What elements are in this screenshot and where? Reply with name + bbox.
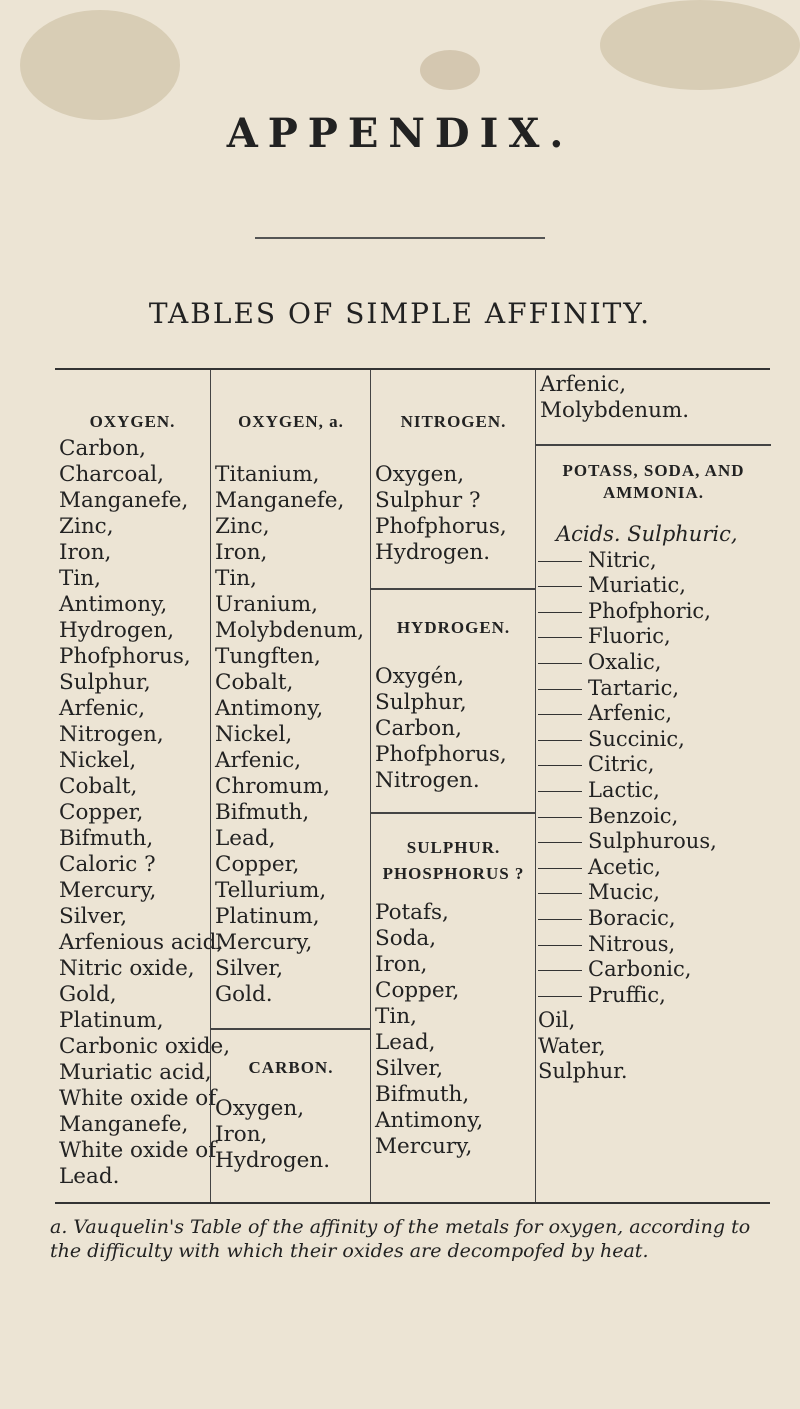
- list-item: [536, 398, 771, 424]
- column-heading: OXYGEN, a.: [238, 412, 344, 431]
- list-item: [536, 599, 771, 625]
- list-item: [55, 774, 210, 800]
- list-item: [55, 722, 210, 748]
- column-oxygen-a: [210, 370, 371, 1202]
- list-item-text: Bifmuth,: [59, 826, 154, 851]
- list-item-text: Oxalic,: [588, 649, 662, 674]
- list-item-text: Iron,: [215, 540, 268, 565]
- list-item: [211, 1096, 371, 1122]
- list-item-text: Nitric oxide,: [59, 956, 195, 981]
- affinity-table: [55, 368, 770, 1204]
- list-item: [55, 1086, 217, 1112]
- list-item-text: Nitrogen,: [59, 722, 164, 747]
- list-item: [211, 956, 371, 982]
- list-item: [55, 1060, 210, 1086]
- list-item-text: Arfenic,: [588, 701, 673, 726]
- list-item-text: Fluoric,: [588, 624, 671, 649]
- list-item: [55, 1112, 210, 1138]
- list-item-text: Sulphurous,: [588, 829, 717, 854]
- list-item-text: Benzoic,: [588, 803, 679, 828]
- list-item-text: Carbonic oxide,: [59, 1034, 231, 1059]
- list-item-text: Platinum,: [59, 1008, 164, 1033]
- list-item-text: Nickel,: [59, 748, 137, 773]
- list-item: [536, 727, 771, 753]
- list-item: [55, 462, 210, 488]
- list-item: [55, 904, 210, 930]
- list-item-text: Citric,: [588, 752, 655, 777]
- list-item-text: Soda,: [375, 926, 437, 951]
- list-item-text: Sulphur.: [538, 1059, 628, 1084]
- list-item: [211, 462, 371, 488]
- dash-rule: [538, 817, 582, 818]
- list-item-text: Charcoal,: [59, 462, 164, 487]
- list-item: [371, 926, 536, 952]
- list-item-text: Antimony,: [375, 1108, 484, 1133]
- list-item-text: Chromum,: [215, 774, 330, 799]
- list-item: [55, 436, 210, 462]
- list-item: [55, 748, 210, 774]
- list-item-text: Arfenious acid,: [59, 930, 224, 955]
- list-item: [55, 566, 210, 592]
- footnote: a. Vauquelin's Table of the affinity of the metals for oxygen, according to the difficulty with which their oxides are decompofed by heat.: [50, 1216, 751, 1262]
- list-item-text: Lead,: [375, 1030, 436, 1055]
- list-item: [211, 800, 371, 826]
- list-item-text: Tellurium,: [215, 878, 327, 903]
- list-item-text: Carbon,: [59, 436, 146, 461]
- list-item-text: Caloric ?: [59, 852, 156, 877]
- list-item: [55, 514, 210, 540]
- column-alkalis: [535, 370, 771, 1202]
- list-item: [371, 1030, 536, 1056]
- list-item-text: Manganefe,: [59, 488, 189, 513]
- list-item-text: Platinum,: [215, 904, 320, 929]
- list-item-text: Gold,: [59, 982, 117, 1007]
- list-item: [55, 644, 210, 670]
- list: [371, 462, 536, 566]
- list-item: [211, 618, 371, 644]
- list-item: [55, 488, 210, 514]
- list-item: [211, 488, 371, 514]
- column-heading: SULPHUR.: [406, 838, 501, 857]
- list-item-text: Nickel,: [215, 722, 293, 747]
- column-oxygen: [55, 370, 231, 1202]
- table-title: TABLES OF SIMPLE AFFINITY.: [148, 297, 652, 330]
- paper-stain: [600, 0, 800, 90]
- list-item-text: Iron,: [375, 952, 428, 977]
- paper-stain: [420, 50, 480, 90]
- list-item-text: Arfenic,: [540, 372, 627, 397]
- list-item: [371, 978, 536, 1004]
- list: [211, 1096, 371, 1174]
- list-item: [371, 664, 536, 690]
- list: [536, 548, 771, 1009]
- dash-rule: [538, 561, 582, 562]
- list-item: [55, 1034, 231, 1060]
- list-item: [371, 1056, 536, 1082]
- list-item-text: Phofphorus,: [375, 514, 507, 539]
- list-item-text: Nitrous,: [588, 931, 676, 956]
- list-item: [536, 1034, 771, 1060]
- list-item: [211, 670, 371, 696]
- list-item: [536, 829, 771, 855]
- list-item: [371, 768, 536, 794]
- list-item-text: Carbonic,: [588, 957, 692, 982]
- divider: [536, 444, 771, 446]
- list-item-text: Mercury,: [59, 878, 157, 903]
- list-item-text: Iron,: [215, 1122, 268, 1147]
- list-item: [55, 982, 210, 1008]
- list-item-text: Manganefe,: [59, 1112, 189, 1137]
- list-item: [536, 548, 771, 574]
- list-item: [371, 900, 536, 926]
- list-item: [55, 670, 210, 696]
- list-item-text: Oil,: [538, 1008, 576, 1033]
- list-item: [211, 774, 371, 800]
- list-item: [371, 952, 536, 978]
- list-item: [536, 1008, 771, 1034]
- list-item-text: Molybdenum,: [215, 618, 365, 643]
- list-item: [371, 462, 536, 488]
- dash-rule: [538, 996, 582, 997]
- divider: [255, 237, 545, 239]
- list: [55, 436, 231, 1190]
- list-item-text: Phofphorus,: [375, 742, 507, 767]
- list-item: [371, 488, 536, 514]
- list-item: [536, 701, 771, 727]
- list-item: [55, 826, 210, 852]
- list-item: [371, 1004, 536, 1030]
- list-item-text: Tin,: [375, 1004, 417, 1029]
- divider: [211, 1028, 371, 1030]
- list-item: [536, 778, 771, 804]
- list-item: [55, 800, 210, 826]
- list-item: [536, 855, 771, 881]
- list-item-text: Gold.: [215, 982, 273, 1007]
- list-item-text: Antimony,: [59, 592, 168, 617]
- list-item-text: Lead,: [215, 826, 276, 851]
- list-item-text: Hydrogen.: [215, 1148, 331, 1173]
- dash-rule: [538, 689, 582, 690]
- list-item-text: Copper,: [375, 978, 460, 1003]
- column-heading: CARBON.: [248, 1058, 334, 1077]
- list-item: [371, 716, 536, 742]
- list-item-text: Tin,: [215, 566, 257, 591]
- list-item: [211, 696, 371, 722]
- list-item: [55, 1008, 210, 1034]
- list-item: [536, 624, 771, 650]
- list-item-text: Hydrogen,: [59, 618, 175, 643]
- list-item: [211, 722, 371, 748]
- list-item-text: Silver,: [215, 956, 284, 981]
- list-item: [211, 540, 371, 566]
- list-item: [211, 852, 371, 878]
- dash-rule: [538, 765, 582, 766]
- list-item: [55, 696, 210, 722]
- list-item-text: Copper,: [215, 852, 300, 877]
- list-item-text: Phofphorus,: [59, 644, 191, 669]
- list-item: [536, 752, 771, 778]
- list-item-text: Titanium,: [215, 462, 320, 487]
- list-item-text: Mucic,: [588, 880, 660, 905]
- list-item: [211, 930, 371, 956]
- list-item-text: Pruffic,: [588, 982, 666, 1007]
- list-item: [371, 1108, 536, 1134]
- list-item-text: Mercury,: [375, 1134, 473, 1159]
- list-item-text: Boracic,: [588, 905, 676, 930]
- list-item-text: Zinc,: [215, 514, 270, 539]
- list-item: [371, 1082, 536, 1108]
- list-item: [55, 930, 224, 956]
- column-heading: NITROGEN.: [400, 412, 507, 431]
- list-item-text: Lactic,: [588, 777, 660, 802]
- column-heading: OXYGEN.: [89, 412, 176, 431]
- list-item: [55, 1164, 210, 1190]
- list-item-text: Arfenic,: [215, 748, 302, 773]
- list: [211, 462, 371, 1008]
- list-item: [536, 906, 771, 932]
- list-item: [371, 540, 536, 566]
- list-item: [55, 956, 210, 982]
- list-item-text: Manganefe,: [215, 488, 345, 513]
- list-item-text: Tin,: [59, 566, 101, 591]
- list-item: [55, 852, 210, 878]
- list-item: [211, 566, 371, 592]
- list-item: [536, 957, 771, 983]
- list-item-text: Tungften,: [215, 644, 321, 669]
- list-item-text: Water,: [538, 1033, 606, 1058]
- dash-rule: [538, 714, 582, 715]
- list-item-text: White oxide of: [59, 1138, 217, 1163]
- list-item: [211, 644, 371, 670]
- list-item: [211, 826, 371, 852]
- list-item: [536, 372, 771, 398]
- list-item-text: Cobalt,: [59, 774, 138, 799]
- dash-rule: [538, 586, 582, 587]
- list-item: [55, 618, 210, 644]
- list-item-text: Phofphoric,: [588, 598, 711, 623]
- list-item-text: Lead.: [59, 1164, 120, 1189]
- list-item-text: Oxygen,: [375, 462, 465, 487]
- list-item: [371, 1134, 536, 1160]
- list-item-text: Oxygén,: [375, 664, 465, 689]
- list-item-text: Antimony,: [215, 696, 324, 721]
- list-item-text: Carbon,: [375, 716, 462, 741]
- list-item-text: Mercury,: [215, 930, 313, 955]
- list-item: [211, 982, 371, 1008]
- list-item-text: Bifmuth,: [215, 800, 310, 825]
- list-item-text: Sulphur,: [59, 670, 151, 695]
- list-item: [536, 880, 771, 906]
- list-item: [211, 878, 371, 904]
- column-heading: PHOSPHORUS ?: [382, 864, 525, 883]
- list: [371, 900, 536, 1160]
- list-item: [536, 804, 771, 830]
- list-item: [371, 742, 536, 768]
- list-item-text: Iron,: [59, 540, 112, 565]
- list: [536, 1008, 771, 1085]
- column-nitrogen: [370, 370, 536, 1202]
- list-item: [211, 904, 371, 930]
- list-item: [371, 690, 536, 716]
- dash-rule: [538, 945, 582, 946]
- list-item: [536, 1059, 771, 1085]
- column-heading: HYDROGEN.: [396, 618, 511, 637]
- list-item: [211, 592, 371, 618]
- acids-label: Acids. Sulphuric,: [556, 522, 738, 546]
- list-item-text: Oxygen,: [215, 1096, 305, 1121]
- list-item: [55, 1138, 217, 1164]
- paper-stain: [20, 10, 180, 120]
- divider: [371, 588, 536, 590]
- list-item-text: Acetic,: [588, 854, 661, 879]
- list-item: [211, 748, 371, 774]
- list-item-text: White oxide of: [59, 1086, 217, 1111]
- list-item: [536, 650, 771, 676]
- list-item: [536, 932, 771, 958]
- list-item: [536, 573, 771, 599]
- list-item-text: Tartaric,: [588, 675, 680, 700]
- list-item-text: Muriatic acid,: [59, 1060, 212, 1085]
- list-item-text: Silver,: [59, 904, 128, 929]
- list-item-text: Succinic,: [588, 726, 685, 751]
- list-item: [211, 514, 371, 540]
- list-item-text: Zinc,: [59, 514, 114, 539]
- list-item-text: Copper,: [59, 800, 144, 825]
- list-item-text: Cobalt,: [215, 670, 294, 695]
- list-item: [211, 1148, 371, 1174]
- list-item-text: Uranium,: [215, 592, 319, 617]
- list-item-text: Arfenic,: [59, 696, 146, 721]
- list-item: [536, 983, 771, 1009]
- list-item-text: Potafs,: [375, 900, 449, 925]
- dash-rule: [538, 637, 582, 638]
- divider: [371, 812, 536, 814]
- page-title: APPENDIX.: [226, 110, 574, 157]
- list-item-text: Hydrogen.: [375, 540, 491, 565]
- list-item-text: Bifmuth,: [375, 1082, 470, 1107]
- list: [371, 664, 536, 794]
- dash-rule: [538, 970, 582, 971]
- list-item: [211, 1122, 371, 1148]
- list-item-text: Silver,: [375, 1056, 444, 1081]
- list-item: [371, 514, 536, 540]
- list-item: [55, 540, 210, 566]
- dash-rule: [538, 791, 582, 792]
- list: [536, 372, 771, 424]
- list-item: [536, 676, 771, 702]
- dash-rule: [538, 919, 582, 920]
- dash-rule: [538, 663, 582, 664]
- list-item: [55, 592, 210, 618]
- column-heading: POTASS, SODA, AND AMMONIA.: [562, 461, 745, 502]
- list-item-text: Nitrogen.: [375, 768, 480, 793]
- dash-rule: [538, 740, 582, 741]
- list-item-text: Sulphur,: [375, 690, 467, 715]
- dash-rule: [538, 612, 582, 613]
- dash-rule: [538, 842, 582, 843]
- dash-rule: [538, 868, 582, 869]
- list-item: [55, 878, 210, 904]
- dash-rule: [538, 893, 582, 894]
- list-item-text: Muriatic,: [588, 573, 686, 598]
- list-item-text: Molybdenum.: [540, 398, 690, 423]
- list-item-text: Nitric,: [588, 547, 657, 572]
- list-item-text: Sulphur ?: [375, 488, 481, 513]
